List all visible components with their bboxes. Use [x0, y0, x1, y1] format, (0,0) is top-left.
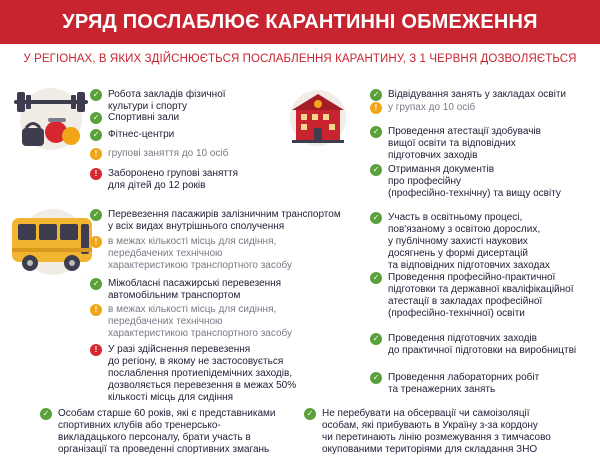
item-text	[108, 89, 226, 113]
prohibited-icon: !	[90, 344, 102, 356]
item-line: вищої освіти та відповідних	[388, 138, 516, 149]
item-text	[108, 112, 179, 124]
item-line: дозволяється перевезення в межах 50%	[108, 380, 297, 391]
item-line: Фітнес-центри	[108, 129, 175, 140]
check-icon: ✓	[90, 278, 102, 290]
item-text	[388, 89, 566, 101]
check-icon: ✓	[304, 408, 316, 420]
sport-item	[90, 148, 228, 160]
item-line: Робота закладів фізичної	[108, 89, 226, 100]
item-line: Проведення лабораторних робіт	[388, 372, 540, 383]
item-text	[108, 129, 174, 141]
item-text	[388, 126, 541, 162]
item-line: пов'язаному з освітою дорослих,	[388, 224, 541, 235]
item-line: окупованими територіями для складання ЗНО	[322, 444, 538, 455]
page-title: УРЯД ПОСЛАБЛЮЄ КАРАНТИННІ ОБМЕЖЕННЯ	[62, 10, 538, 33]
sport-equipment-icon	[8, 86, 94, 152]
item-line: Міжобласні пасажирські перевезення	[108, 278, 282, 289]
item-line: у всіх видах внутрішнього сполучення	[108, 221, 285, 232]
item-line: підготовки та державної кваліфікаційної	[388, 284, 574, 295]
item-line: Відвідування занять у закладах освіти	[388, 89, 566, 100]
item-text	[388, 333, 576, 357]
education-item	[370, 102, 475, 114]
item-line: Участь в освітньому процесі,	[388, 212, 523, 223]
item-line: передбачених технічною	[108, 248, 223, 259]
check-icon: ✓	[370, 372, 382, 384]
item-line: у групах до 10 осіб	[388, 102, 476, 113]
item-text	[388, 372, 539, 396]
item-line: спортивних клубів або тренерсько-	[58, 420, 221, 431]
transport-item	[90, 209, 341, 233]
education-item	[370, 372, 539, 396]
item-text	[108, 344, 296, 404]
education-item	[370, 272, 574, 320]
item-text	[108, 148, 228, 160]
education-item	[370, 164, 561, 200]
sport-item	[90, 112, 179, 124]
item-line: Проведення підготовчих заходів	[388, 333, 537, 344]
item-text	[388, 164, 561, 200]
sport-item	[90, 129, 174, 141]
item-line: викладацького персоналу, брати участь в	[58, 432, 251, 443]
item-line: для дітей до 12 років	[108, 180, 206, 191]
item-text	[108, 278, 281, 302]
check-icon: ✓	[370, 212, 382, 224]
check-icon: ✓	[90, 129, 102, 141]
item-line: передбачених технічною	[108, 316, 223, 327]
item-line: характеристикою транспортного засобу	[108, 260, 293, 271]
check-icon: ✓	[370, 126, 382, 138]
check-icon: ✓	[90, 209, 102, 221]
check-icon: ✓	[40, 408, 52, 420]
item-line: про професійну	[388, 176, 461, 187]
item-text	[388, 272, 574, 320]
warning-icon: !	[90, 304, 102, 316]
item-line: досягнень у формі дисертацій	[388, 248, 528, 259]
check-icon: ✓	[370, 89, 382, 101]
item-line: Не перебувати на обсервації чи самоізоляції	[322, 408, 530, 419]
item-line: Проведення професійно-практичної	[388, 272, 556, 283]
page-subtitle: У РЕГІОНАХ, В ЯКИХ ЗДІЙСНЮЄТЬСЯ ПОСЛАБЛЕННЯ КАРАНТИНУ, З 1 ЧЕРВНЯ ДОЗВОЛЯЄТЬСЯ	[23, 53, 577, 65]
item-line: групові заняття до 10 осіб	[108, 148, 229, 159]
page-header	[0, 0, 600, 44]
education-item	[370, 89, 566, 101]
item-line: в межах кількості місць для сидіння,	[108, 304, 277, 315]
transport-item	[90, 236, 292, 272]
item-text	[108, 209, 341, 233]
item-line: у публічному захисті наукових	[388, 236, 528, 247]
transport-item	[90, 278, 281, 302]
education-item	[370, 126, 541, 162]
item-line: та відповідних підготовчих заходах	[388, 260, 550, 271]
warning-icon: !	[370, 102, 382, 114]
item-line: організації та проведенні спортивних змагань	[58, 444, 270, 455]
item-line: атестації в закладах професійної	[388, 296, 543, 307]
item-line: У разі здійснення перевезення	[108, 344, 251, 355]
item-line: Заборонено групові заняття	[108, 168, 239, 179]
bus-icon	[8, 206, 98, 278]
seniors-item	[40, 408, 276, 456]
check-icon: ✓	[370, 333, 382, 345]
item-text	[388, 212, 550, 272]
item-line: Отримання документів	[388, 164, 495, 175]
item-line: Спортивні зали	[108, 112, 180, 123]
item-line: особам, які прибувають в Україну з-за кордону	[322, 420, 538, 431]
item-line: (професійно-технічну) та вищу освіту	[388, 188, 561, 199]
item-line: до практичної підготовки на виробництві	[388, 345, 577, 356]
transport-item	[90, 344, 296, 404]
warning-icon: !	[90, 236, 102, 248]
check-icon: ✓	[90, 89, 102, 101]
item-text	[108, 236, 292, 272]
item-line: до регіону, в якому не застосовується	[108, 356, 284, 367]
item-line: підготовчих заходів	[388, 150, 478, 161]
education-item	[370, 333, 576, 357]
sport-item	[90, 168, 238, 192]
check-icon: ✓	[370, 164, 382, 176]
item-line: чи перетинають лінію розмежування з тимчасово	[322, 432, 551, 443]
transport-item	[90, 304, 292, 340]
item-line: характеристикою транспортного засобу	[108, 328, 293, 339]
item-text	[58, 408, 276, 456]
item-line: культури і спорту	[108, 101, 188, 112]
item-line: автомобільним транспортом	[108, 290, 241, 301]
sport-item	[90, 89, 226, 113]
item-text	[108, 304, 292, 340]
school-building-icon	[288, 86, 348, 148]
item-line: та тренажерних занять	[388, 384, 496, 395]
item-line: Перевезення пасажирів залізничним транспортом	[108, 209, 341, 220]
item-line: послаблення протиепідемічних заходів,	[108, 368, 293, 379]
item-line: (професійно-технічної) освіти	[388, 308, 525, 319]
item-line: в межах кількості місць для сидіння,	[108, 236, 277, 247]
warning-icon: !	[90, 148, 102, 160]
check-icon: ✓	[370, 272, 382, 284]
item-text	[108, 168, 238, 192]
item-text	[388, 102, 475, 114]
item-line: кількості місць для сидіння	[108, 392, 234, 403]
item-line: Проведення атестації здобувачів	[388, 126, 541, 137]
check-icon: ✓	[90, 112, 102, 124]
item-text	[322, 408, 551, 456]
item-line: Особам старше 60 років, які є представниками	[58, 408, 276, 419]
education-item	[370, 212, 550, 272]
prohibited-icon: !	[90, 168, 102, 180]
zno-item	[304, 408, 551, 456]
